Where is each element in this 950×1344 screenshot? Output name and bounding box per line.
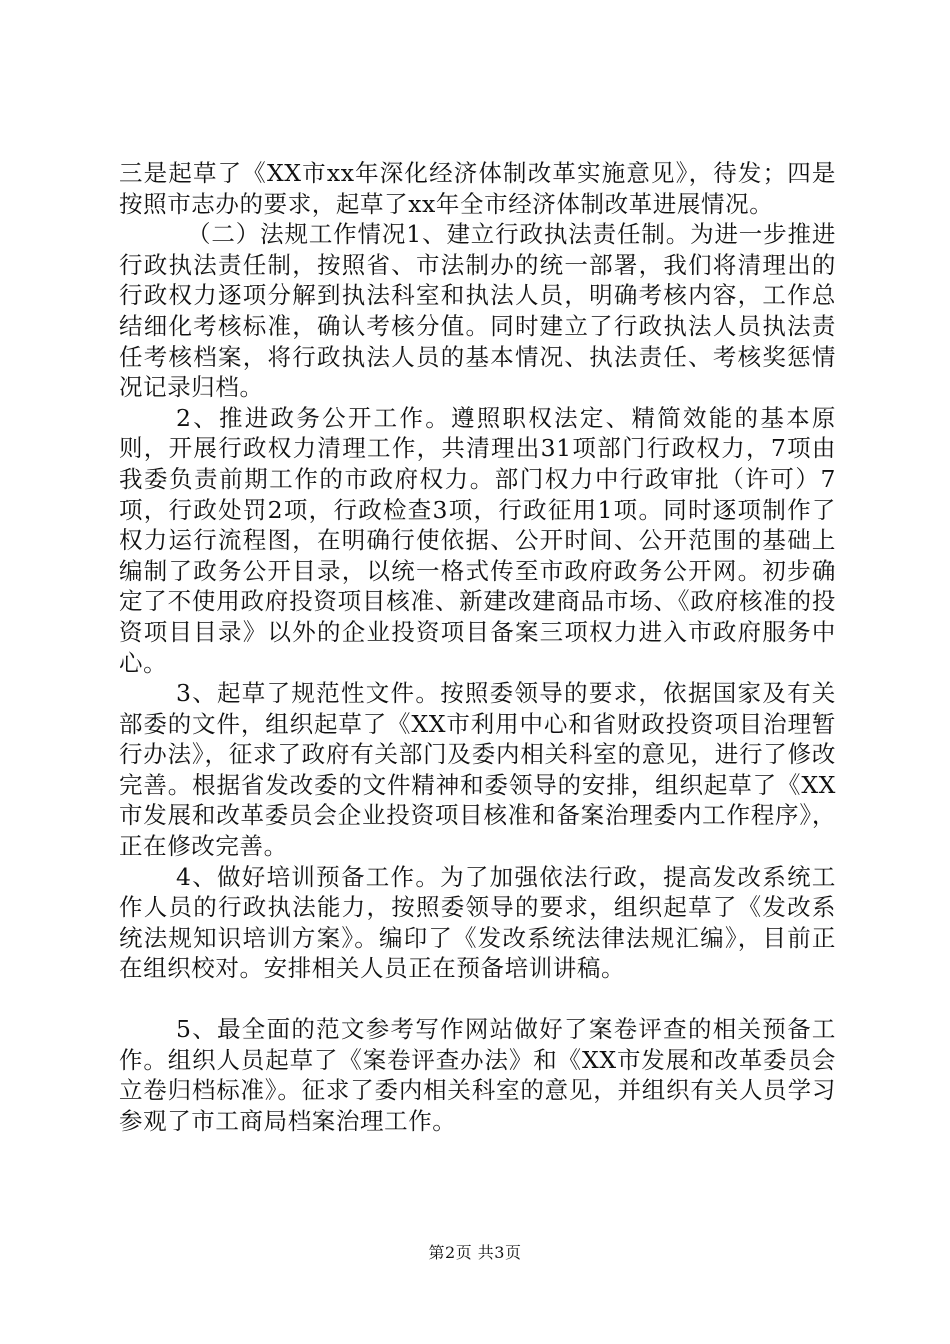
paragraph-normative-documents: 3、起草了规范性文件。按照委领导的要求，依据国家及有关部委的文件，组织起草了《XX市利用中心和省财政投资项目治理暂行办法》，征求了政府有关部门及委内相关科室的意见，进行了修改完善。根据省发改委的文件精神和委领导的安排，组织起草了《XX市发展和改革委员会企业投资项目核准和备案治理委内工作程序》，正在修改完善。 [119, 679, 836, 861]
document-body [119, 158, 836, 1136]
paragraph-government-affairs: 2、推进政务公开工作。遵照职权法定、精简效能的基本原则，开展行政权力清理工作，共清理出31项部门行政权力，7项由我委负责前期工作的市政府权力。部门权力中行政审批（许可）7项，行政处罚2项，行政检查3项，行政征用1项。同时逐项制作了权力运行流程图，在明确行使依据、公开时间、公开范围的基础上编制了政务公开目录，以统一格式传至市政府政务公开网。初步确定了不使用政府投资项目核准、新建改建商品市场、《政府核准的投资项目目录》以外的企业投资项目备案三项权力进入市政府服务中心。 [119, 403, 836, 677]
paragraph-case-review: 5、最全面的范文参考写作网站做好了案卷评查的相关预备工作。组织人员起草了《案卷评查办法》和《XX市发展和改革委员会立卷归档标准》。征求了委内相关科室的意见，并组织有关人员学习参观了市工商局档案治理工作。 [119, 1015, 836, 1135]
page-number-footer: 第2页 共3页 [428, 1243, 522, 1262]
paragraph-training-preparation: 4、做好培训预备工作。为了加强依法行政，提高发改系统工作人员的行政执法能力，按照委领导的要求，组织起草了《发改系统法规知识培训方案》。编印了《发改系统法律法规汇编》，目前正在组织校对。安排相关人员正在预备培训讲稿。 [119, 862, 836, 983]
paragraph-reform-drafts: 三是起草了《XX市xx年深化经济体制改革实施意见》，待发；四是按照市志办的要求，起草了xx年全市经济体制改革进展情况。 [119, 159, 836, 218]
paragraph-regulation-work: （二）法规工作情况1、建立行政执法责任制。为进一步推进行政执法责任制，按照省、市法制办的统一部署，我们将清理出的行政权力逐项分解到执法科室和执法人员，明确考核内容，工作总结细化考核标准，确认考核分值。同时建立了行政执法人员执法责任考核档案，将行政执法人员的基本情况、执法责任、考核奖惩情况记录归档。 [119, 220, 836, 402]
